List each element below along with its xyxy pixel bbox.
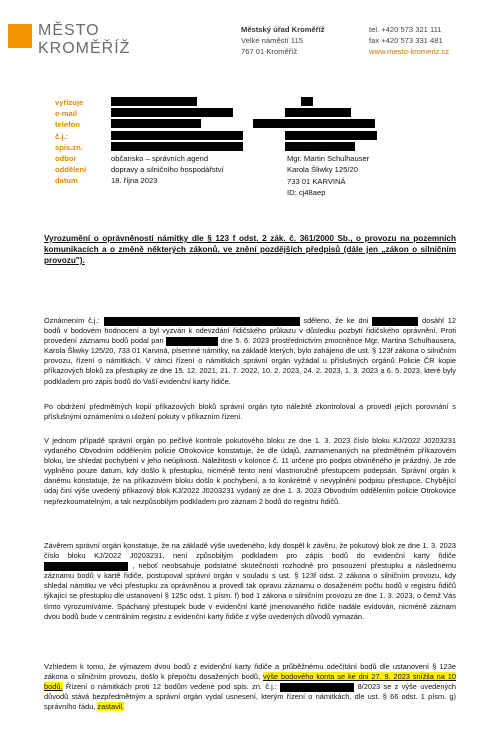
meta-val-oddeleni: dopravy a silničního hospodářství	[111, 165, 224, 175]
website-link[interactable]: www.mesto-kromeriz.cz	[369, 47, 450, 56]
p5-highlight-stopped: zastavil.	[97, 702, 125, 712]
p5-highlight-points: výše bodového konta se ke dni 27. 9. 2023 snížila na 10 bodů.	[44, 672, 456, 692]
redaction-box	[166, 337, 218, 346]
redaction-box	[111, 97, 197, 106]
meta-key-oddeleni: oddělení	[55, 165, 87, 175]
recipient-name: Mgr. Martin Schulhauser	[287, 153, 370, 163]
fax: fax +420 573 331 481	[369, 36, 443, 45]
redaction-box	[111, 131, 243, 140]
p5-text-c: 8/2023 se z výše uvedených důvodů stává bezpředmětným a správní orgán vydal usnesení, kterým řízení o námitkách, dle ust. § 66 odst. 1 písm. g) správního řádu,	[44, 682, 457, 712]
redaction-box	[280, 683, 354, 692]
meta-key-spiszn: spis.zn.	[55, 142, 83, 152]
recipient-title: Zmocněnec:	[287, 142, 329, 151]
logo-line2: KROMĚŘÍŽ	[38, 40, 131, 57]
recipient-databox-id: ID: cj48aep	[287, 188, 326, 197]
logo-text	[38, 22, 130, 58]
logo-line1: MĚSTO	[38, 22, 100, 39]
logo-square-icon	[8, 24, 32, 48]
recipient-address	[287, 141, 369, 199]
meta-val-odbor: občansko – správních agend	[111, 153, 209, 163]
meta-row-vyrizuje	[55, 97, 377, 108]
p4-text-a: Závěrem správní orgán konstatuje, že na základě výše uvedeného, kdy dospěl k závěru, že pokutový blok ze dne 1. 3. 2023 číslo bloku KJ/2022 J0203231, není způsobilým podkladem pro zápis bodů do evidenční karty řidiče	[44, 541, 456, 561]
p4-text-b: , neboť neobsahuje podstatné skutečnosti rozhodné pro posouzení přestupku a následnému záznamu bodů v kartě řidiče, postupoval správní orgán v souladu s ust. § 123f odst. 2 zákona o silničním provozu, kdy shledal námitku ve věci přestupku za oprávněnou a provedl tak opravu záznamu o dosaženém počtu bodů v registru řidičů týkající se přestupku dle ustanovení § 125c odst. 1 písm. f) bod 1 zákona o silničním provozu ze dne 1. 3. 2023, o čemž Vás tímto vyrozumíváme. Spáchaný přestupek bude v evidenční kartě jmenovaného řidiče nadále evidován, nicméně záznam dvou bodů bude v centrálním registru z evidenční karty řidiče z výše uvedených důvodů vymazán.	[44, 561, 456, 621]
recipient-street: Karola Šliwky 125/20	[287, 165, 358, 174]
p1-text-b: sděleno, že ke dni	[303, 316, 369, 325]
meta-val-datum: 18. října 2023	[111, 176, 158, 186]
meta-key-cj: č.j.:	[55, 131, 69, 141]
p1-text-c: dosáhl 12 bodů v bodovém hodnocení a byl vyzván k odevzdání řidičského průkazu v důsledku pozbytí řidičského oprávnění. Proti provedení záznamu bodů podal pan	[44, 316, 457, 346]
meta-key-telefon: telefon	[55, 120, 80, 130]
office-city: 767 01 Kroměříž	[241, 47, 298, 56]
office-name: Městský úřad Kroměříž	[241, 25, 325, 34]
meta-key-datum: datum	[55, 176, 78, 186]
office-contact	[369, 24, 449, 57]
redaction-box	[44, 562, 128, 571]
redaction-box	[372, 317, 418, 326]
city-logo	[8, 22, 130, 58]
office-street: Velké náměstí 115	[241, 36, 303, 45]
meta-key-vyrizuje: vyřizuje	[55, 98, 84, 107]
meta-key-odbor: odbor	[55, 153, 77, 163]
phone: tel. +420 573 321 111	[369, 25, 442, 34]
paragraph-1	[44, 316, 456, 387]
letter-subject: Vyrozumění o oprávněnosti námitky dle § 123 f odst. 2 zák. č. 361/2000 Sb., o provozu na pozemních komunikacích a o změně některých zákonů, ve znění pozdějších předpisů (dále jen „zákon o silničním provozu").	[44, 234, 456, 265]
p5-text-b: Řízení o námitkách proti 12 bodům vedené pod spis. zn. č.j.:	[65, 682, 277, 692]
redaction-box	[111, 108, 233, 117]
p1-text-a: Oznámením č.j.:	[44, 316, 100, 325]
paragraph-4	[44, 541, 456, 622]
redaction-box	[104, 317, 300, 326]
redaction-box	[301, 97, 313, 106]
paragraph-5	[44, 662, 456, 712]
recipient-city: 733 01 KARVINÁ	[287, 176, 346, 186]
redaction-box	[111, 119, 201, 128]
paragraph-3: V jednom případě správní orgán po pečlivé kontrole pokutového bloku ze dne 1. 3. 2023 číslo bloku KJ/2022 J0203231 vydaného Obvodním oddělením policie Otrokovice konstatuje, že dle údajů, zaznamenaných na předmětném příkazovém bloku, lze shledat pochybení v jeho neúplnosti. Náležitosti v kolonce č. 11 určené pro podpis obviněného je prázdný. Je zde vyplněno pouze datum, kdy došlo k přestupku, nicméně tento není vlastnoručně přestupcem podepsán. Správní orgán k danému konstatuje, že na příkazovém bloku došlo k pochybení, a to konkrétně v nevyplnění podpisu přestupce. Chybějící údaj činí výše uvedený příkazový blok KJ/2022 J0203231 vydaný ze dne 1. 3. 2023 Obvodním oddělením policie Otrokovice nepřezkoumatelným, a tak nezpůsobilým podkladem pro záznam 2 bodů do registru řidičů.	[44, 436, 456, 506]
meta-row-email	[55, 108, 377, 119]
redaction-box	[253, 119, 375, 128]
p5-text-a: Vzhledem k tomu, že výmazem dvou bodů z evidenční karty řidiče a průběžnému odečítání bodů dle ustanovení § 123e zákona o silničním provozu, došlo k přepočtu dosažených bodů,	[44, 662, 456, 682]
redaction-box	[285, 131, 377, 140]
meta-key-email: e-mail	[55, 109, 77, 119]
meta-row-telefon	[55, 119, 377, 130]
p1-text-d: dne 5. 6. 2023 prostřednictvím zmocněnce Mgr. Martina Schulhausera, Karola Šliwky 125/20, 733 01 Karviná, písemné námitky, na základě kterých, bylo zahájeno dle ust. § 123f zákona o silničním provozu, řízení o námitkách. V rámci řízení o námitkách správní orgán vyžádal u příslušných orgánů Policie ČR kopie příkazových bloků za přestupky ze dne 15. 12. 2021, 21. 7. 2022, 10. 2. 2023, 24. 2. 2023, 1. 3. 2023 a 6. 5. 2023, které byly podkladem pro zápis bodů do Vaší evidenční karty řidiče.	[44, 336, 457, 386]
paragraph-2: Po obdržení předmětných kopií příkazových bloků správní orgán tyto náležitě zkontroloval a provedl jejich porovnání s příslušnými oznámeními o uložení pokuty v příkazním řízení.	[44, 402, 456, 422]
redaction-box	[285, 108, 351, 117]
office-address	[241, 24, 325, 57]
redaction-box	[111, 142, 243, 151]
